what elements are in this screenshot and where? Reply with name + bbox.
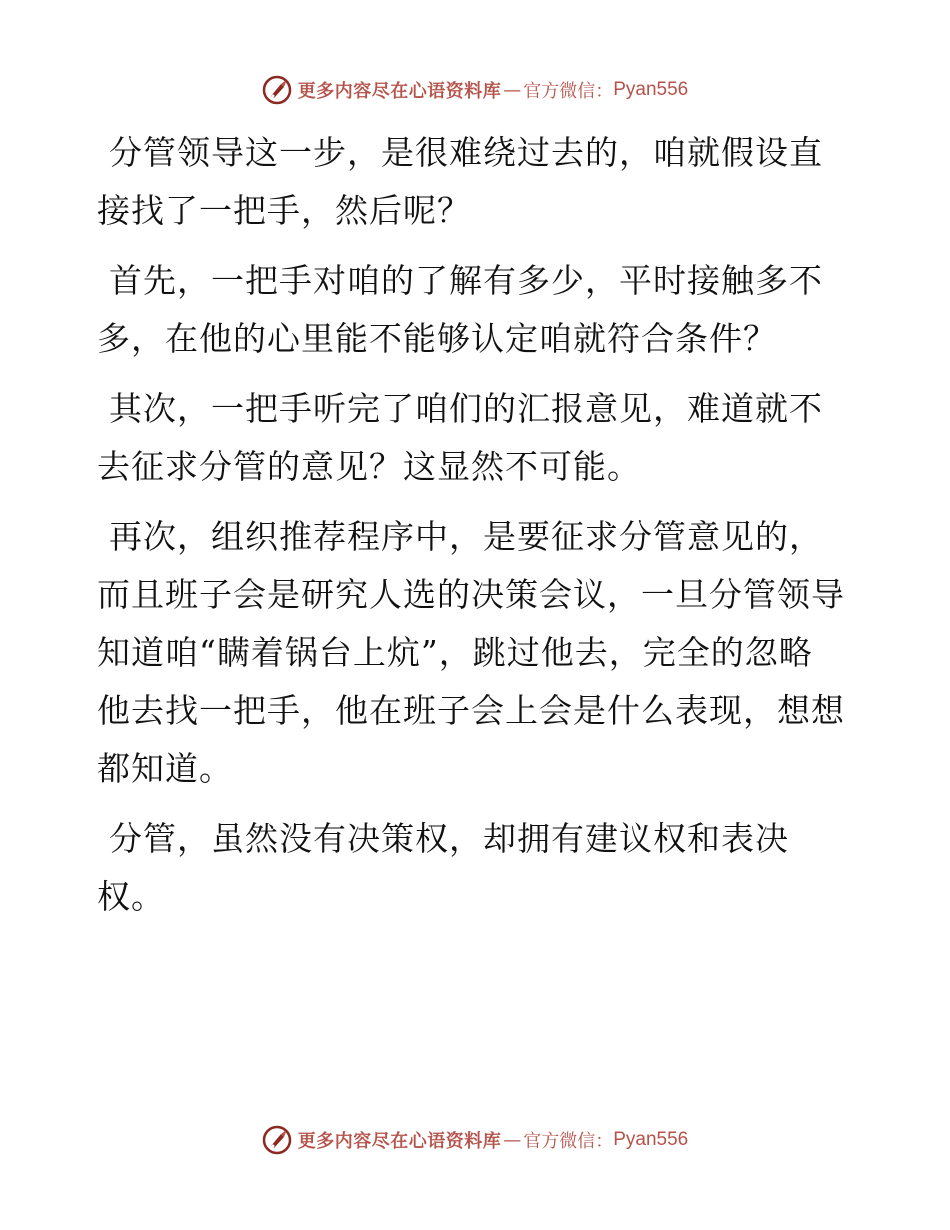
paragraph-line: 分管，虽然没有决策权，却拥有建议权和表决 [109, 819, 789, 858]
banner-dash: — [503, 79, 522, 101]
paragraph-line: 他去找一把手，他在班子会上会是什么表现，想想 [97, 691, 845, 730]
paragraph-line: 多，在他的心里能不能够认定咱就符合条件？ [97, 319, 777, 358]
banner-wechat-id: Pyan556 [613, 1129, 689, 1150]
paragraph-line: 再次，组织推荐程序中，是要征求分管意见的， [109, 517, 823, 556]
paragraph-line: 接找了一把手，然后呢？ [97, 191, 471, 230]
banner-dash: — [503, 1129, 522, 1151]
paragraph-4 [97, 508, 857, 798]
paragraph-line: 知道咱“瞒着锅台上炕”，跳过他去，完全的忽略 [97, 633, 813, 672]
banner-wechat-label: 官方微信： [523, 81, 614, 102]
fountain-pen-seal-icon [262, 1125, 292, 1155]
paragraph-line: 去征求分管的意见？这显然不可能。 [97, 447, 641, 486]
paragraph-line: 首先，一把手对咱的了解有多少，平时接触多不 [109, 261, 823, 300]
document-body [97, 124, 857, 938]
paragraph-2 [97, 252, 857, 368]
fountain-pen-seal-icon [262, 75, 292, 105]
paragraph-5 [97, 810, 857, 926]
header-banner [0, 72, 950, 108]
paragraph-line: 其次，一把手听完了咱们的汇报意见，难道就不 [109, 389, 823, 428]
banner-wechat-id: Pyan556 [613, 79, 689, 100]
paragraph-1 [97, 124, 857, 240]
footer-banner [0, 1122, 950, 1158]
banner-title: 更多内容尽在心语资料库 [297, 1131, 502, 1152]
paragraph-line: 分管领导这一步，是很难绕过去的，咱就假设直 [109, 133, 823, 172]
paragraph-3 [97, 380, 857, 496]
paragraph-line: 权。 [97, 877, 165, 916]
paragraph-line: 都知道。 [97, 749, 233, 788]
banner-title: 更多内容尽在心语资料库 [297, 81, 502, 102]
banner-wechat-label: 官方微信： [523, 1131, 614, 1152]
paragraph-line: 而且班子会是研究人选的决策会议，一旦分管领导 [97, 575, 845, 614]
